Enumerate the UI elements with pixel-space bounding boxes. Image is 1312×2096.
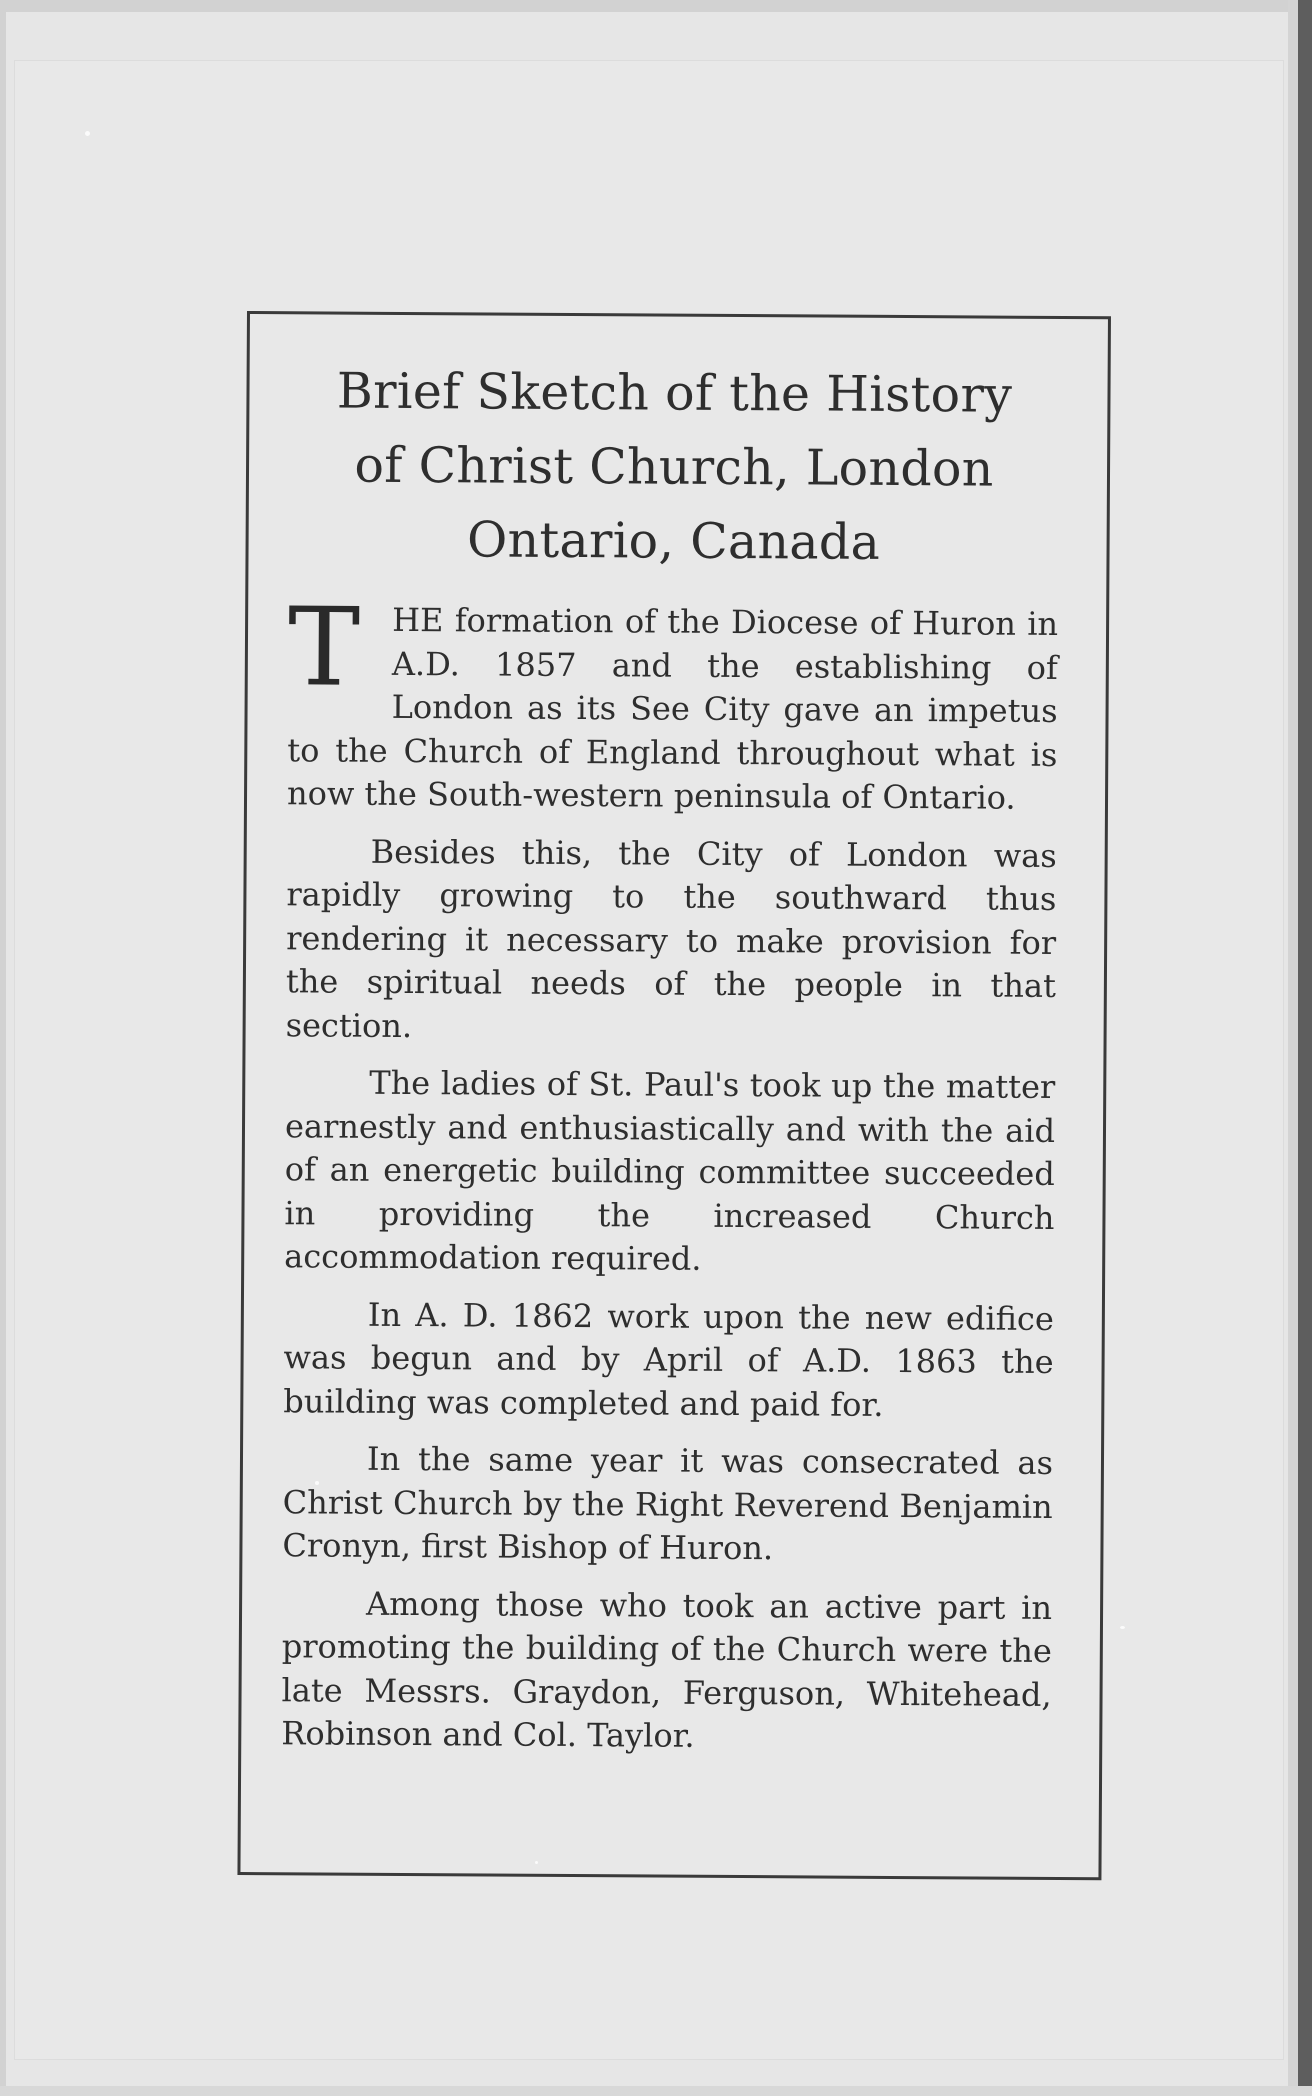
paragraph-1 [286,585,1059,820]
paragraph-5: In the same year it was consecrated as Christ Church by the Right Reverend Benjamin Cronyn, first Bishop of Huron. [282,1439,1054,1568]
title-line: Ontario, Canada [466,511,881,571]
paragraph-text: HE formation of the Diocese of Huron in A.D. 1857 and the establishing of London as its See City gave an impetus to the Church of England throughout what is now the South-western peninsula of Ontario. [286,600,1059,817]
dust-speck [85,131,90,136]
text-frame [237,311,1111,1880]
scan-top-edge [0,0,1312,12]
title-line: Brief Sketch of the History [336,362,1013,424]
article-title [288,354,1059,581]
article [281,354,1060,1774]
paper-sheet [14,60,1284,2060]
scan-bottom-edge [0,2086,1312,2096]
scan-right-margin [1288,0,1298,2096]
drop-cap: T [287,585,361,711]
scan-left-edge [0,0,6,2096]
paragraph-6: Among those who took an active part in promoting the building of the Church were the late Messrs. Graydon, Ferguson, Whitehead, Robinson and Col. Taylor. [281,1584,1053,1755]
dust-speck [1120,1626,1125,1629]
paragraph-2: Besides this, the City of London was rapidly growing to the southward thus rendering it necessary to make provision for the spiritual needs of the people in that section. [285,832,1057,1045]
paragraph-3: The ladies of St. Paul's took up the matter earnestly and enthusiastically and with the aid of an energetic building committee succeeded in providing the increased Church accommodation required. [284,1063,1056,1278]
scan-right-edge [1298,0,1312,2096]
paragraph-4: In A. D. 1862 work upon the new edifice was begun and by April of A.D. 1863 the building was completed and paid for. [283,1295,1054,1424]
title-line: of Christ Church, London [354,436,994,498]
